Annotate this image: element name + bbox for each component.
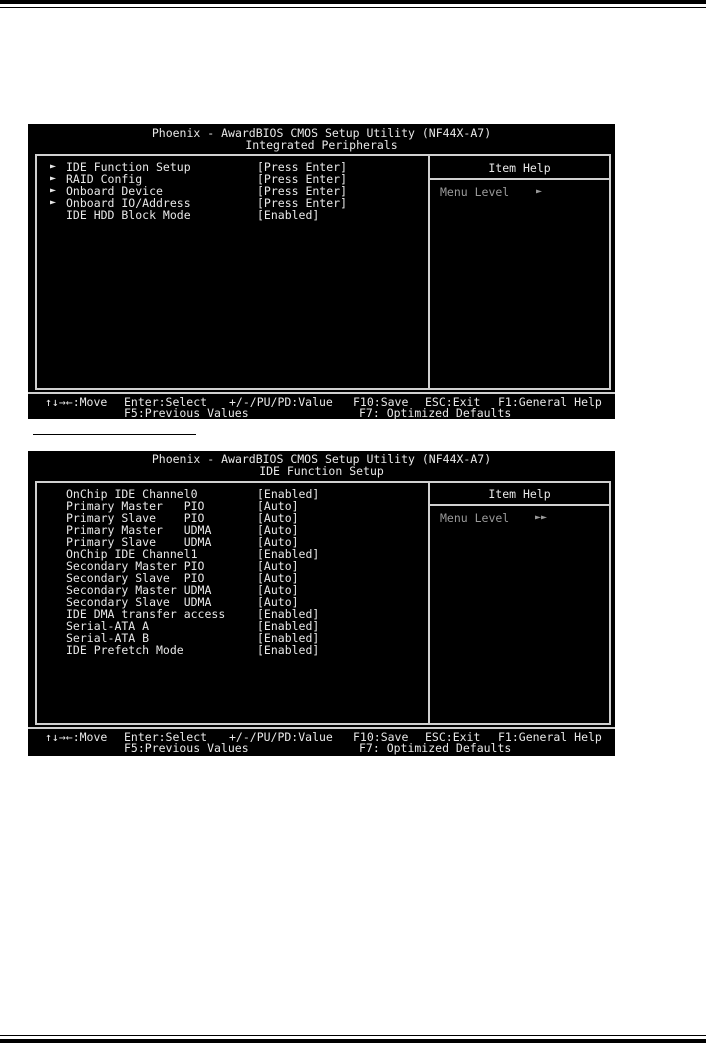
- setting-label: Primary Slave PIO: [66, 511, 205, 525]
- page-bottom-rule-thin: [0, 1035, 706, 1036]
- setting-value[interactable]: [Auto]: [257, 559, 299, 573]
- help-divider: [428, 481, 430, 725]
- setting-value[interactable]: [Auto]: [257, 571, 299, 585]
- setting-value[interactable]: [Press Enter]: [257, 160, 348, 174]
- setting-label: IDE HDD Block Mode: [66, 208, 191, 222]
- setting-label: Secondary Master UDMA: [66, 583, 212, 597]
- setting-value[interactable]: [Enabled]: [257, 607, 320, 621]
- setting-value[interactable]: [Press Enter]: [257, 196, 348, 210]
- page-top-rule-thin: [0, 7, 706, 8]
- setting-label: Secondary Master PIO: [66, 559, 205, 573]
- menu-level-arrow-icon: ►: [536, 186, 543, 197]
- setting-value[interactable]: [Press Enter]: [257, 172, 348, 186]
- setting-value[interactable]: [Enabled]: [257, 547, 320, 561]
- setting-value[interactable]: [Enabled]: [257, 208, 320, 222]
- key-move: ↑↓→←:Move: [45, 395, 108, 409]
- setting-label: Serial-ATA B: [66, 631, 150, 645]
- key-previous-values: F5:Previous Values: [124, 406, 249, 420]
- setting-label: IDE Prefetch Mode: [66, 643, 184, 657]
- bottom-separator: [28, 727, 615, 729]
- setting-value[interactable]: [Press Enter]: [257, 184, 348, 198]
- key-previous-values: F5:Previous Values: [124, 741, 249, 755]
- setting-label: Onboard IO/Address: [66, 196, 191, 210]
- help-title-rule: [430, 178, 609, 180]
- submenu-arrow-icon: ►: [50, 197, 57, 208]
- item-help-title: Item Help: [488, 487, 551, 501]
- submenu-arrow-icon: ►: [50, 185, 57, 196]
- key-enter: Enter:Select: [124, 395, 208, 409]
- setting-value[interactable]: [Auto]: [257, 595, 299, 609]
- bios-title: Phoenix - AwardBIOS CMOS Setup Utility (NF44X-A7): [151, 126, 492, 140]
- setting-value[interactable]: [Enabled]: [257, 619, 320, 633]
- key-help: F1:General Help: [498, 395, 602, 409]
- submenu-arrow-icon: ►: [50, 173, 57, 184]
- setting-label: OnChip IDE Channel0: [66, 487, 198, 501]
- key-move: ↑↓→←:Move: [45, 730, 108, 744]
- menu-level-label: Menu Level: [440, 511, 510, 525]
- key-save: F10:Save: [353, 395, 409, 409]
- help-title-rule: [430, 504, 609, 506]
- key-enter: Enter:Select: [124, 730, 208, 744]
- page-bottom-rule: [0, 1039, 706, 1043]
- help-divider: [428, 154, 430, 390]
- setting-label: IDE Function Setup: [66, 160, 191, 174]
- setting-value[interactable]: [Auto]: [257, 511, 299, 525]
- menu-level-label: Menu Level: [440, 185, 510, 199]
- bios-title: Phoenix - AwardBIOS CMOS Setup Utility (NF44X-A7): [151, 452, 492, 466]
- bios-screen-ide-function-setup: [28, 451, 615, 756]
- setting-label: IDE DMA transfer access: [66, 607, 226, 621]
- setting-label: OnChip IDE Channel1: [66, 547, 198, 561]
- setting-value[interactable]: [Enabled]: [257, 643, 320, 657]
- setting-label: Onboard Device: [66, 184, 163, 198]
- setting-value[interactable]: [Auto]: [257, 523, 299, 537]
- bios-subtitle: Integrated Peripherals: [245, 138, 398, 152]
- bottom-separator: [28, 392, 615, 394]
- setting-label: Secondary Slave PIO: [66, 571, 205, 585]
- key-esc: ESC:Exit: [425, 395, 481, 409]
- setting-label: Primary Master UDMA: [66, 523, 212, 537]
- item-help-title: Item Help: [488, 161, 551, 175]
- submenu-arrow-icon: ►: [50, 161, 57, 172]
- setting-label: Primary Master PIO: [66, 499, 205, 513]
- page-top-rule: [0, 0, 706, 4]
- bios-subtitle: IDE Function Setup: [259, 464, 384, 478]
- setting-value[interactable]: [Enabled]: [257, 487, 320, 501]
- key-value: +/-/PU/PD:Value: [229, 395, 333, 409]
- setting-value[interactable]: [Enabled]: [257, 631, 320, 645]
- key-optimized-defaults: F7: Optimized Defaults: [359, 406, 512, 420]
- key-help: F1:General Help: [498, 730, 602, 744]
- setting-value[interactable]: [Auto]: [257, 583, 299, 597]
- setting-label: Serial-ATA A: [66, 619, 150, 633]
- key-save: F10:Save: [353, 730, 409, 744]
- section-underline: [33, 434, 196, 435]
- setting-label: Primary Slave UDMA: [66, 535, 212, 549]
- key-value: +/-/PU/PD:Value: [229, 730, 333, 744]
- menu-level-arrow-icon: ►►: [535, 512, 548, 523]
- setting-label: Secondary Slave UDMA: [66, 595, 212, 609]
- key-optimized-defaults: F7: Optimized Defaults: [359, 741, 512, 755]
- bios-screen-integrated-peripherals: [28, 124, 615, 419]
- setting-label: RAID Config: [66, 172, 143, 186]
- setting-value[interactable]: [Auto]: [257, 499, 299, 513]
- setting-value[interactable]: [Auto]: [257, 535, 299, 549]
- key-esc: ESC:Exit: [425, 730, 481, 744]
